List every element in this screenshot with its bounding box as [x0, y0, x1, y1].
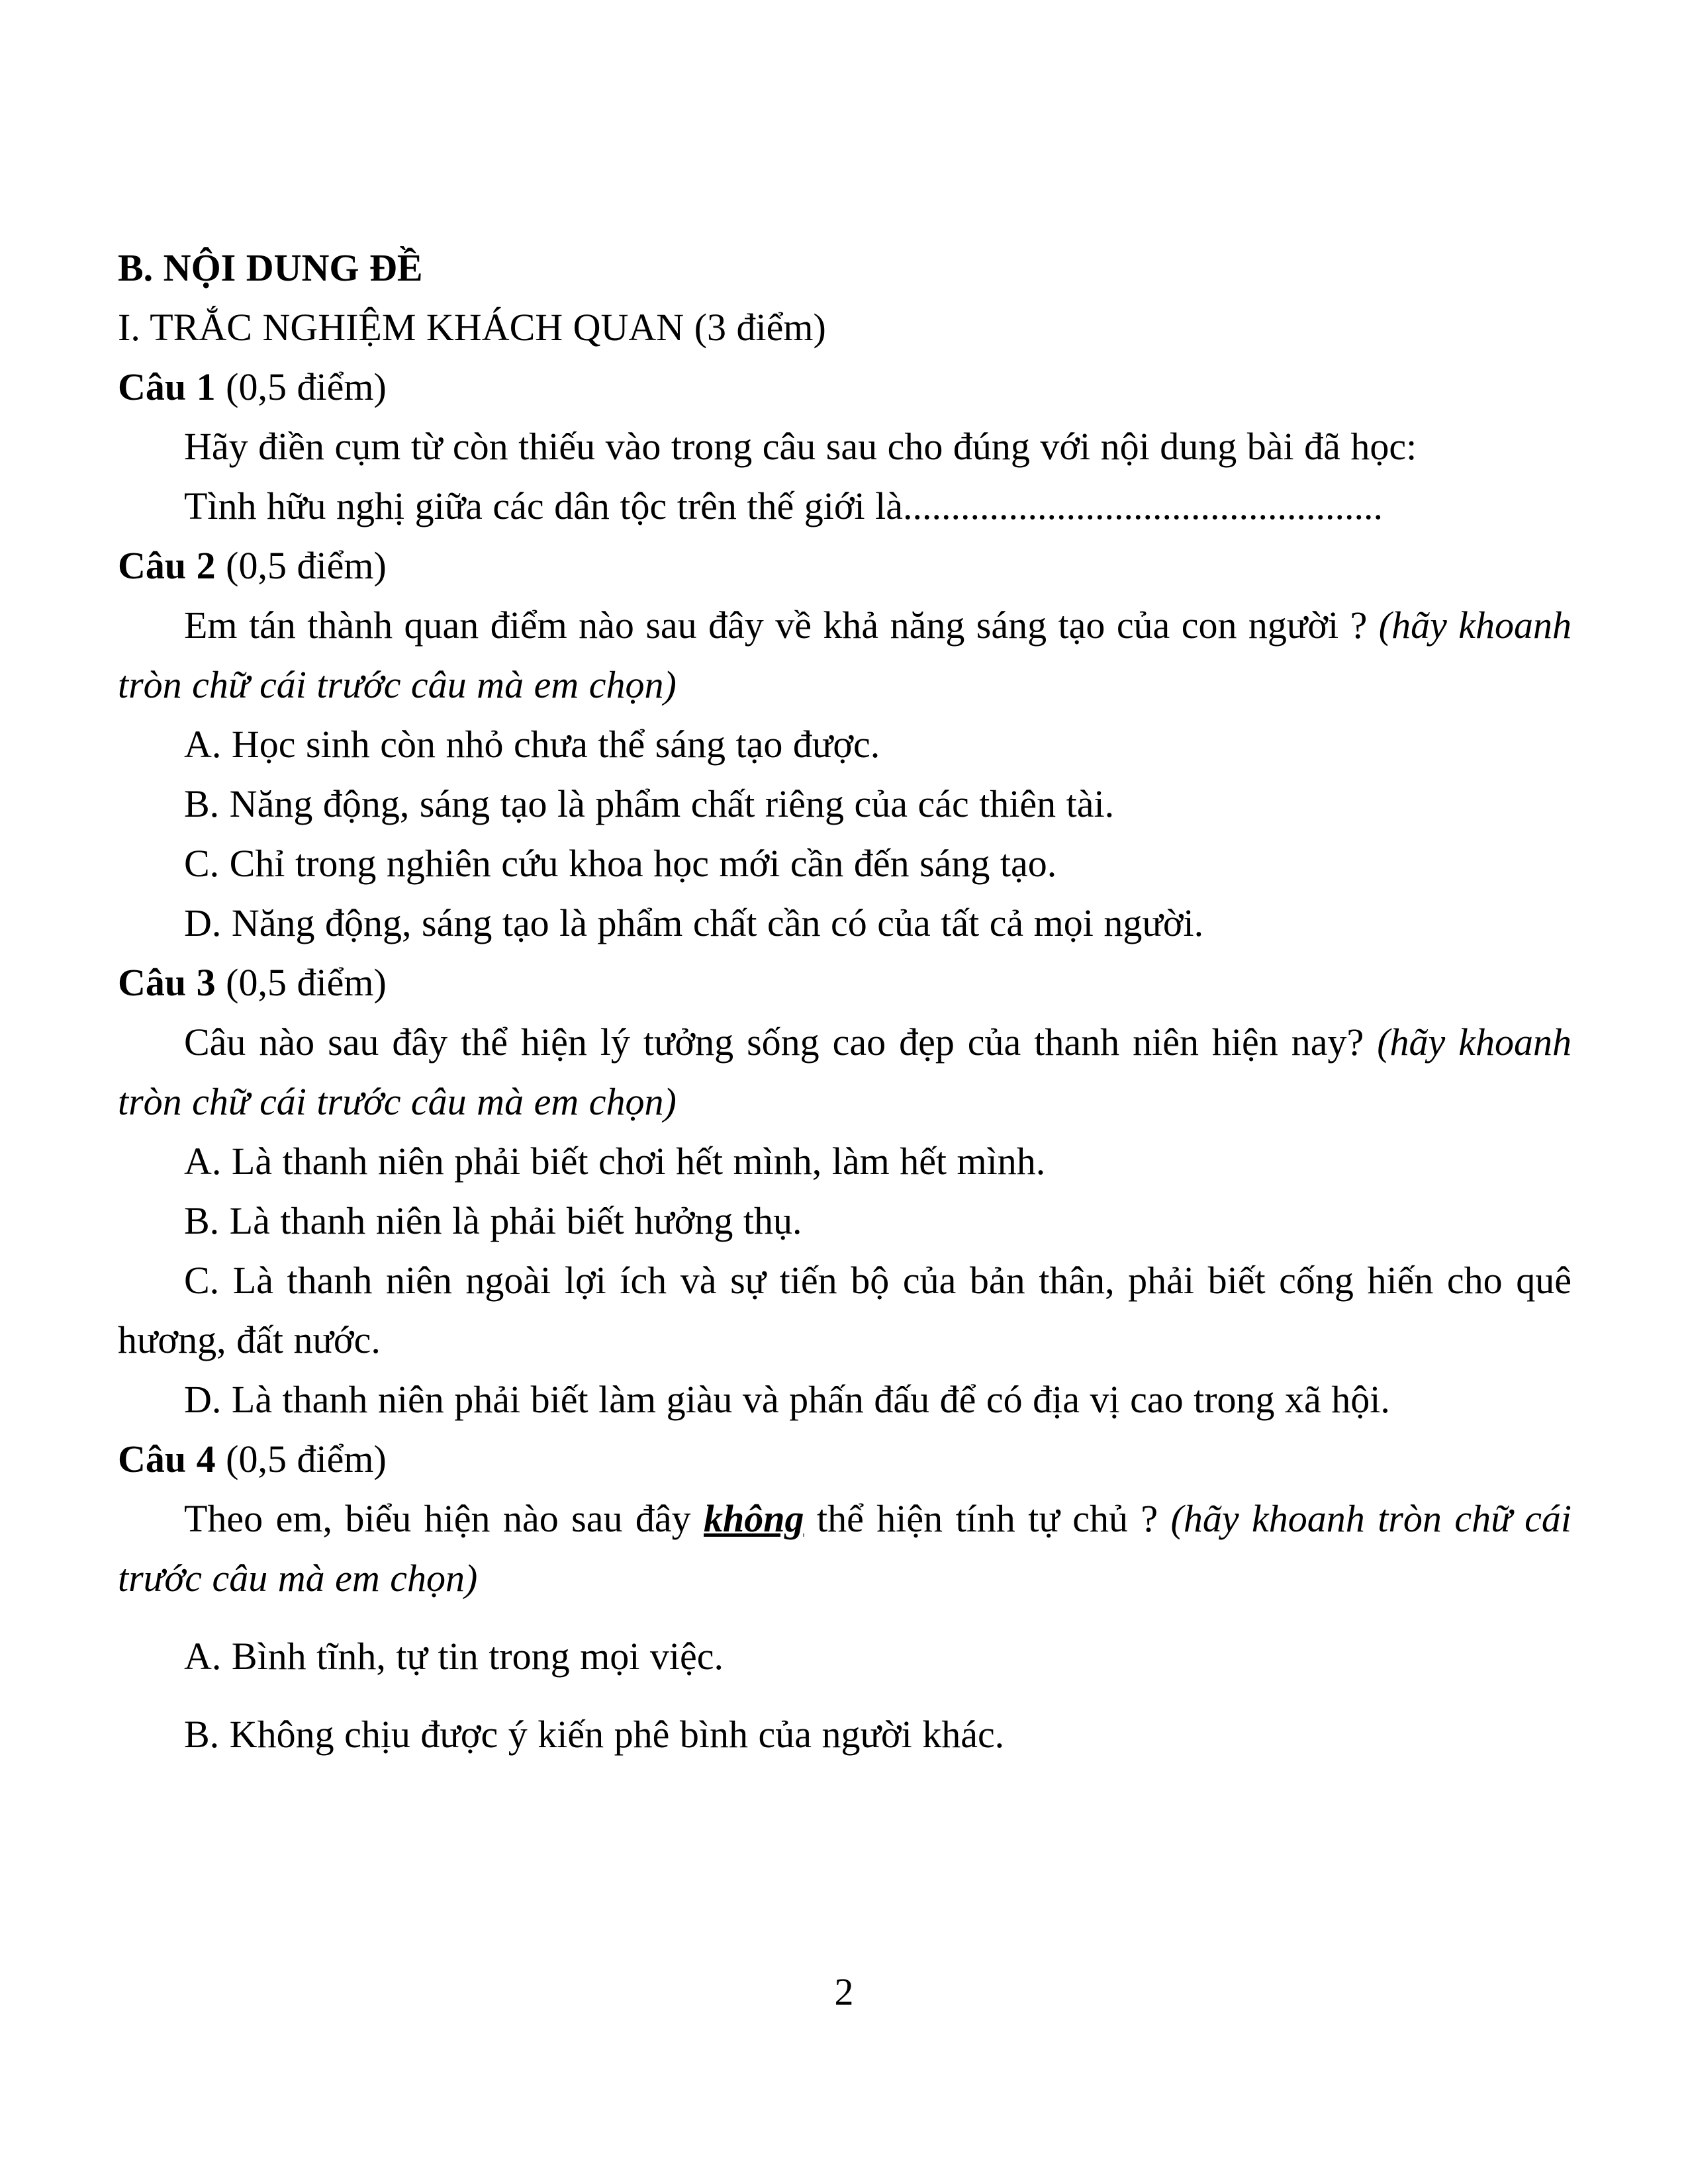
- page-number: 2: [834, 1970, 854, 2013]
- question-2-header: [118, 536, 1571, 596]
- question-4-prompt: [118, 1489, 1571, 1608]
- question-4-points: (0,5 điểm): [226, 1437, 387, 1480]
- question-1-intro: Hãy điền cụm từ còn thiếu vào trong câu sau cho đúng với nội dung bài đã học:: [184, 425, 1417, 468]
- question-4-option-a: A. Bình tĩnh, tự tin trong mọi việc.: [184, 1635, 724, 1678]
- question-4-header: [118, 1430, 1571, 1489]
- question-2-option-a: A. Học sinh còn nhỏ chưa thể sáng tạo được.: [184, 723, 880, 766]
- question-2-points: (0,5 điểm): [226, 544, 387, 587]
- question-3-option-c: C. Là thanh niên ngoài lợi ích và sự tiến bộ của bản thân, phải biết cống hiến cho quê hương, đất nước.: [118, 1259, 1571, 1361]
- question-3-prompt: [118, 1013, 1571, 1132]
- question-4-prompt-text-1: Theo em, biểu hiện nào sau đây: [184, 1497, 704, 1540]
- question-3-option-b: B. Là thanh niên là phải biết hưởng thụ.: [184, 1199, 802, 1242]
- question-3-prompt-text: Câu nào sau đây thể hiện lý tưởng sống cao đẹp của thanh niên hiện nay?: [184, 1021, 1364, 1064]
- document-content: [118, 238, 1571, 1764]
- question-1-fill-line: Tình hữu nghị giữa các dân tộc trên thế giới là..................................................: [184, 484, 1383, 527]
- question-3-label: Câu 3: [118, 961, 216, 1004]
- question-1-points: (0,5 điểm): [226, 365, 387, 408]
- question-3-option-a: A. Là thanh niên phải biết chơi hết mình, làm hết mình.: [184, 1140, 1046, 1183]
- question-2-prompt-text: Em tán thành quan điểm nào sau đây về khả năng sáng tạo của con người ?: [184, 604, 1368, 647]
- question-3-note: (hãy khoanh tròn chữ cái trước câu mà em chọn): [118, 1021, 1572, 1123]
- question-3-option-d: D. Là thanh niên phải biết làm giàu và phấn đấu để có địa vị cao trong xã hội.: [184, 1378, 1390, 1421]
- question-4-option-b: B. Không chịu được ý kiến phê bình của người khác.: [184, 1713, 1005, 1756]
- question-3-header: [118, 953, 1571, 1013]
- question-2-label: Câu 2: [118, 544, 216, 587]
- question-3-points: (0,5 điểm): [226, 961, 387, 1004]
- question-4-keyword: không: [704, 1497, 804, 1540]
- question-4-note: (hãy khoanh tròn chữ cái trước câu mà em chọn): [118, 1497, 1571, 1600]
- question-2-option-c: C. Chỉ trong nghiên cứu khoa học mới cần đến sáng tạo.: [184, 842, 1057, 885]
- question-4-prompt-text-2: thể hiện tính tự chủ ?: [804, 1497, 1171, 1540]
- question-1-label: Câu 1: [118, 365, 216, 408]
- question-2-prompt: [118, 596, 1571, 715]
- question-2-option-b: B. Năng động, sáng tạo là phẩm chất riêng của các thiên tài.: [184, 782, 1115, 825]
- question-2-note: (hãy khoanh tròn chữ cái trước câu mà em chọn): [118, 604, 1571, 706]
- question-1-header: [118, 357, 1571, 417]
- section-heading: B. NỘI DUNG ĐỀ: [118, 246, 423, 289]
- subsection-heading: I. TRẮC NGHIỆM KHÁCH QUAN (3 điểm): [118, 306, 826, 349]
- question-4-label: Câu 4: [118, 1437, 216, 1480]
- question-2-option-d: D. Năng động, sáng tạo là phẩm chất cần có của tất cả mọi người.: [184, 901, 1204, 944]
